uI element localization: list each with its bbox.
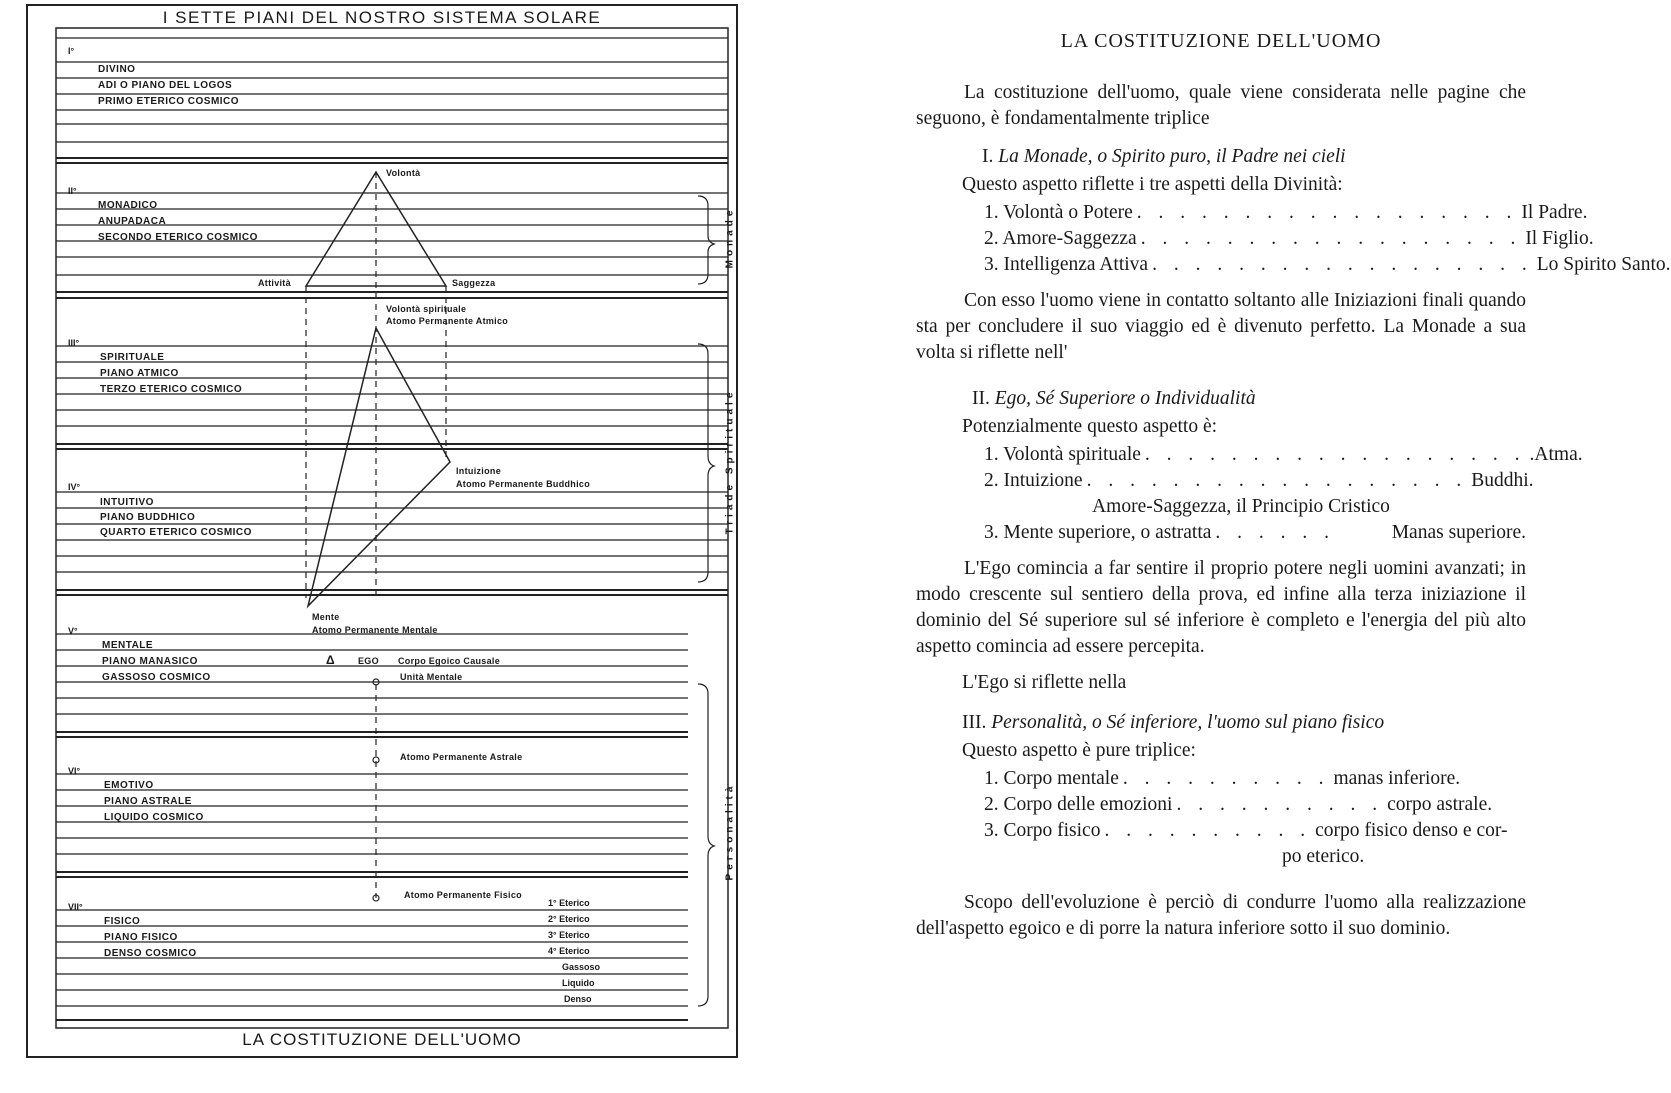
- section-number: III.: [962, 712, 987, 733]
- plane-label: EMOTIVO: [104, 780, 154, 791]
- centered-note: Amore-Saggezza, il Principio Cristico: [1092, 496, 1390, 517]
- section-lead: Questo aspetto è pure triplice:: [962, 740, 1196, 761]
- label-atomo-mentale: Atomo Permanente Mentale: [312, 625, 438, 635]
- group-label-personalita: Personalità: [724, 782, 736, 881]
- text-page: [916, 24, 1671, 952]
- list-item: [916, 468, 1534, 494]
- list-item-value: Il Padre.: [1521, 202, 1588, 223]
- leader-dots: . . . . . . . . . .: [1104, 820, 1312, 841]
- leader-dots: . . . . . . . . . . . . . . . . . .: [1152, 254, 1533, 275]
- section-lead: Questo aspetto riflette i tre aspetti della Divinità:: [962, 174, 1343, 195]
- sub-plane-label: 3° Eterico: [548, 930, 590, 940]
- label-atomo-atmico: Atomo Permanente Atmico: [386, 316, 509, 326]
- plane-number: II°: [68, 186, 77, 196]
- plane-label: TERZO ETERICO COSMICO: [100, 384, 243, 395]
- list-item-value: corpo fisico denso e cor-: [1315, 820, 1508, 841]
- sub-plane-label: 4° Eterico: [548, 946, 590, 956]
- label-atomo-buddhico: Atomo Permanente Buddhico: [456, 479, 591, 489]
- planes-diagram: [26, 4, 738, 1058]
- section-title: Ego, Sé Superiore o Individualità: [994, 388, 1256, 409]
- list-item: [916, 442, 1583, 468]
- plane-label: SECONDO ETERICO COSMICO: [98, 232, 258, 243]
- plane-label: PIANO BUDDHICO: [100, 512, 196, 523]
- plane-number: I°: [68, 46, 75, 56]
- section-paragraph: Con esso l'uomo viene in contatto soltanto alle Iniziazioni finali quando sta per concludere il suo viaggio ed è divenuto perfetto. La Monade a sua volta si riflette nell': [916, 290, 1526, 363]
- reflect-line: L'Ego si riflette nella: [962, 672, 1127, 693]
- section-heading-1: [916, 144, 1526, 170]
- label-attivita: Attività: [258, 278, 291, 288]
- label-atomo-fisico: Atomo Permanente Fisico: [404, 890, 522, 900]
- diagram-caption: LA COSTITUZIONE DELL'UOMO: [242, 1030, 522, 1049]
- plane-label: MONADICO: [98, 200, 158, 211]
- plane-label: INTUITIVO: [100, 497, 154, 508]
- label-mente: Mente: [312, 612, 340, 622]
- leader-dots: . . . . . . . . . . . . . . . . . .: [1140, 228, 1522, 249]
- list-item-label: 2. Amore-Saggezza: [984, 228, 1137, 249]
- plane-label: PIANO MANASICO: [102, 656, 198, 667]
- list-item-value: Il Figlio.: [1525, 228, 1594, 249]
- leader-dots: . . . . . . . . . . . . . . . . . .: [1136, 202, 1518, 223]
- leader-dots: . . . . . . . . . .: [1122, 768, 1330, 789]
- plane-label: ANUPADACA: [98, 216, 167, 227]
- section-number: I.: [982, 146, 994, 167]
- page-title: LA COSTITUZIONE DELL'UOMO: [1060, 30, 1382, 52]
- plane-number: III°: [68, 338, 80, 348]
- plane-label: QUARTO ETERICO COSMICO: [100, 527, 252, 538]
- label-volonta-spirituale: Volontà spirituale: [386, 304, 467, 314]
- plane-label: PIANO ATMICO: [100, 368, 179, 379]
- sub-plane-label: Liquido: [562, 978, 595, 988]
- intro-paragraph: La costituzione dell'uomo, quale viene considerata nelle pagine che seguono, è fondamentalmente triplice: [916, 82, 1526, 129]
- list-item-value: corpo astrale.: [1387, 794, 1493, 815]
- list-item: [916, 766, 1526, 792]
- plane-number: V°: [68, 626, 78, 636]
- leader-dots: . . . . . .: [1215, 522, 1336, 543]
- closing-paragraph: Scopo dell'evoluzione è perciò di condurre l'uomo alla realizzazione dell'aspetto egoico e di porre la natura inferiore sotto il suo dominio.: [916, 892, 1526, 939]
- sub-plane-label: Gassoso: [562, 962, 601, 972]
- group-label-monade: Monade: [724, 206, 736, 269]
- label-corpo-egoico: Corpo Egoico Causale: [398, 656, 501, 666]
- plane-label: GASSOSO COSMICO: [102, 672, 211, 683]
- plane-label: FISICO: [104, 916, 141, 927]
- label-volonta: Volontà: [386, 168, 421, 178]
- section-title: Personalità, o Sé inferiore, l'uomo sul piano fisico: [991, 712, 1385, 733]
- sub-plane-label: 1° Eterico: [548, 898, 590, 908]
- plane-label: ADI O PIANO DEL LOGOS: [98, 80, 233, 91]
- list-item-label: 3. Mente superiore, o astratta: [984, 522, 1212, 543]
- list-item-label: 1. Volontà o Potere: [984, 202, 1133, 223]
- label-intuizione: Intuizione: [456, 466, 501, 476]
- list-item-label: 1. Corpo mentale: [984, 768, 1119, 789]
- diagram-title: I SETTE PIANI DEL NOSTRO SISTEMA SOLARE: [162, 8, 602, 27]
- list-item-value: manas inferiore.: [1333, 768, 1461, 789]
- list-item-label: 2. Intuizione: [984, 470, 1083, 491]
- label-saggezza: Saggezza: [452, 278, 496, 288]
- section-lead: Potenzialmente questo aspetto è:: [962, 416, 1218, 437]
- leader-dots: . . . . . . . . . .: [1176, 794, 1384, 815]
- continuation-line: po eterico.: [1282, 846, 1365, 867]
- list-item-value: Buddhi.: [1471, 470, 1534, 491]
- section-number: II.: [972, 388, 990, 409]
- sub-plane-label: Denso: [564, 994, 592, 1004]
- label-ego: EGO: [358, 656, 379, 666]
- list-item: [916, 792, 1526, 818]
- label-unita-mentale: Unità Mentale: [400, 672, 463, 682]
- list-item: [916, 252, 1671, 278]
- plane-label: LIQUIDO COSMICO: [104, 812, 204, 823]
- list-item: [916, 200, 1588, 226]
- list-item-label: 1. Volontà spirituale: [984, 444, 1141, 465]
- list-item-label: 2. Corpo delle emozioni: [984, 794, 1173, 815]
- plane-number: VII°: [68, 902, 83, 912]
- group-label-triade: Triade Spirituale: [724, 388, 736, 535]
- plane-label: PIANO FISICO: [104, 932, 178, 943]
- list-item: [916, 818, 1526, 844]
- list-item-value: Manas superiore.: [1391, 522, 1526, 543]
- plane-label: PIANO ASTRALE: [104, 796, 192, 807]
- plane-label: DIVINO: [98, 64, 136, 75]
- sub-plane-label: 2° Eterico: [548, 914, 590, 924]
- plane-label: MENTALE: [102, 640, 154, 651]
- ego-triangle-icon: Δ: [326, 653, 335, 667]
- leader-dots: . . . . . . . . . . . . . . . . . .: [1144, 444, 1526, 465]
- list-item: [916, 226, 1594, 252]
- leader-dots: . . . . . . . . . . . . . . . . . .: [1086, 470, 1468, 491]
- list-item-label: 3. Corpo fisico: [984, 820, 1101, 841]
- section-heading-3: [916, 710, 1526, 736]
- plane-number: IV°: [68, 482, 81, 492]
- list-item: [916, 520, 1526, 546]
- list-item-label: 3. Intelligenza Attiva: [984, 254, 1149, 275]
- plane-label: PRIMO ETERICO COSMICO: [98, 96, 240, 107]
- list-item-value: Lo Spirito Santo.: [1536, 254, 1671, 275]
- section-paragraph: L'Ego comincia a far sentire il proprio potere negli uomini avanzati; in modo crescente sul sentiero della prova, ed infine alla terza iniziazione il dominio del Sé superiore sul sé inferiore è completo e l'energia del più alto aspetto comincia ad essere percepita.: [916, 558, 1526, 657]
- plane-label: DENSO COSMICO: [104, 948, 197, 959]
- section-title: La Monade, o Spirito puro, il Padre nei cieli: [998, 146, 1346, 167]
- list-item-value: .Atma.: [1529, 444, 1583, 465]
- plane-number: VI°: [68, 766, 81, 776]
- plane-label: SPIRITUALE: [100, 352, 165, 363]
- section-heading-2: [916, 386, 1526, 412]
- label-atomo-astrale: Atomo Permanente Astrale: [400, 752, 523, 762]
